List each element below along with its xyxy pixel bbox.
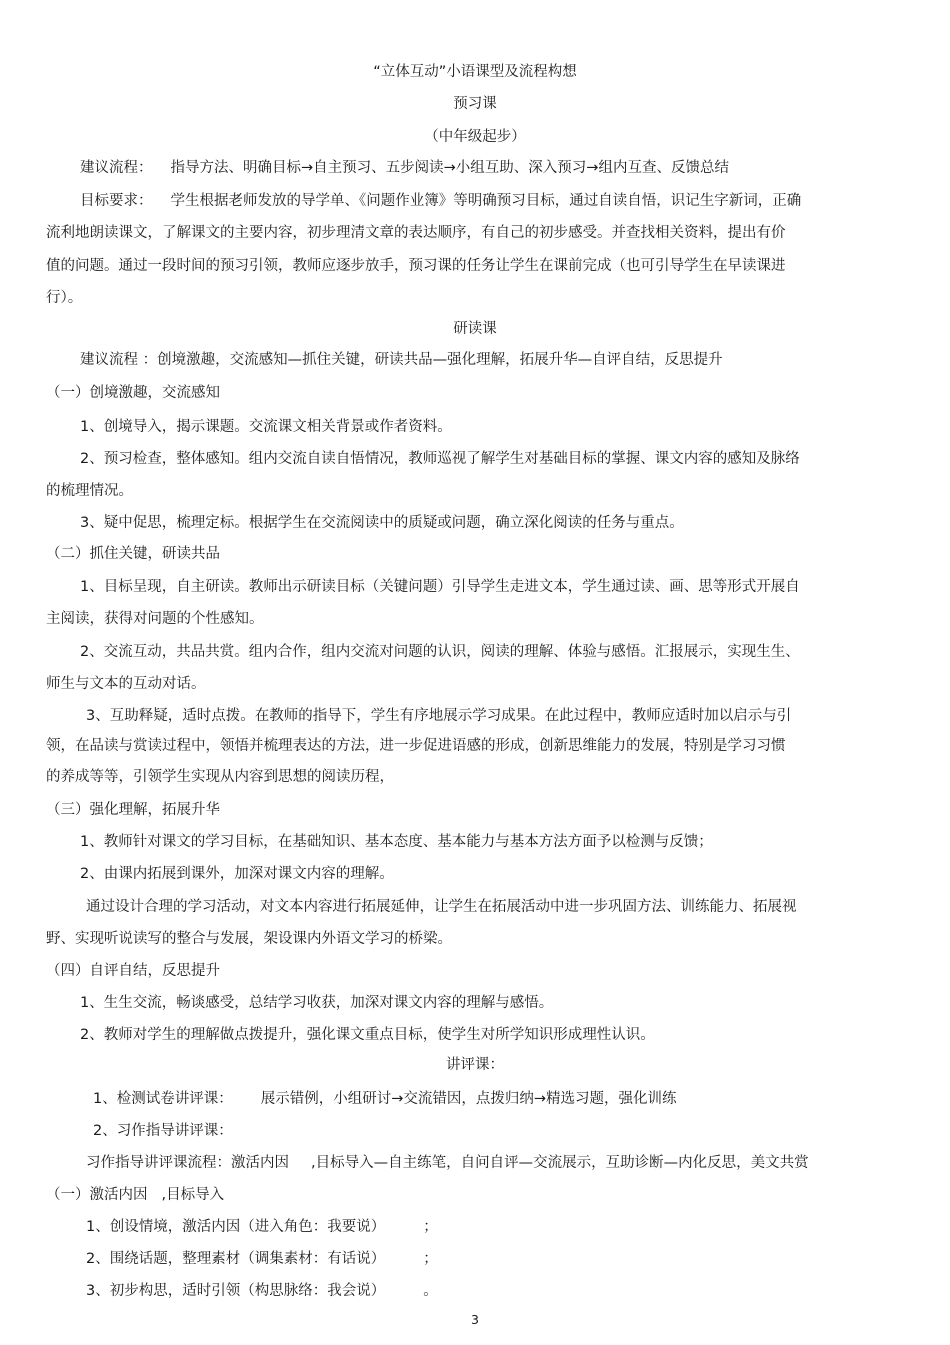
review-item1 <box>93 1090 677 1108</box>
review-s1-item2-end: ； <box>423 1251 438 1267</box>
preview-flow-label: 建议流程： <box>80 160 153 176</box>
study-flow: 建议流程 ：创境激趣，交流感知—抓住关键，研读共品—强化理解，拓展升华—自评自结，反思提升 <box>80 352 723 368</box>
review-s1-item3-text: 3、初步构思，适时引领（构思脉络：我会说） <box>86 1283 386 1299</box>
study-s2-item3-cont1: 领，在品读与赏读过程中，领悟并梳理表达的方法，进一步促进语感的形成，创新思维能力的发展，特别是学习习惯 <box>46 738 786 754</box>
review-flow-text: ,目标导入—自主练笔，自问自评—交流展示，互助诊断—内化反思，美文共赏 <box>311 1155 809 1171</box>
study-section1-title: （一）创境激趣，交流感知 <box>46 385 220 401</box>
study-section2-title: （二）抓住关键，研读共品 <box>46 546 220 562</box>
review-item1-text: 展示错例，小组研讨→交流错因，点拨归纳→精选习题，强化训练 <box>260 1091 677 1107</box>
doc-title: “立体互动”小语课型及流程构想 <box>373 64 577 80</box>
study-s3-item1: 1、教师针对课文的学习目标，在基础知识、基本态度、基本能力与基本方法方面予以检测与反馈； <box>80 834 713 850</box>
review-s1-item3 <box>86 1282 438 1300</box>
review-section1-title-b: ,目标导入 <box>161 1187 225 1203</box>
page-number: 3 <box>471 1312 479 1327</box>
study-s1-item2-cont: 的梳理情况。 <box>46 483 133 499</box>
study-heading: 研读课 <box>453 321 497 337</box>
preview-goal-label: 目标要求： <box>80 193 153 209</box>
study-s2-item3: 3、互助释疑，适时点拨。在教师的指导下，学生有序地展示学习成果。在此过程中，教师应适时加以启示与引 <box>86 708 792 724</box>
study-s1-item3: 3、疑中促思，梳理定标。根据学生在交流阅读中的质疑或问题，确立深化阅读的任务与重点。 <box>80 515 684 531</box>
study-s1-item1: 1、创境导入，揭示课题。交流课文相关背景或作者资料。 <box>80 419 452 435</box>
preview-heading: 预习课 <box>453 96 497 112</box>
review-item2: 2、习作指导讲评课： <box>93 1123 233 1139</box>
study-s4-item2: 2、教师对学生的理解做点拨提升，强化课文重点目标，使学生对所学知识形成理性认识。 <box>80 1027 655 1043</box>
study-s2-item3-cont2: 的养成等等，引领学生实现从内容到思想的阅读历程， <box>46 769 394 785</box>
study-s2-item1: 1、目标呈现，自主研读。教师出示研读目标（关键问题）引导学生走进文本，学生通过读、画、思等形式开展自 <box>80 579 800 595</box>
study-s3-paragraph: 通过设计合理的学习活动，对文本内容进行拓展延伸，让学生在拓展活动中进一步巩固方法、训练能力、拓展视 <box>86 899 797 915</box>
study-s3-paragraph-cont: 野、实现听说读写的整合与发展，架设课内外语文学习的桥梁。 <box>46 931 452 947</box>
study-section3-title: （三）强化理解，拓展升华 <box>46 802 220 818</box>
review-item1-label: 1、检测试卷讲评课： <box>93 1091 233 1107</box>
review-flow <box>86 1154 809 1172</box>
review-heading: 讲评课： <box>446 1057 504 1073</box>
preview-goal-line1 <box>80 192 801 210</box>
review-s1-item2 <box>86 1250 438 1268</box>
study-s1-item2: 2、预习检查，整体感知。组内交流自读自悟情况，教师巡视了解学生对基础目标的掌握、课文内容的感知及脉络 <box>80 451 800 467</box>
review-section1-title-a: （一）激活内因 <box>46 1187 148 1203</box>
review-s1-item1 <box>86 1218 438 1236</box>
review-s1-item1-text: 1、创设情境，激活内因（进入角色：我要说） <box>86 1219 386 1235</box>
review-s1-item2-text: 2、围绕话题，整理素材（调集素材：有话说） <box>86 1251 386 1267</box>
study-section4-title: （四）自评自结，反思提升 <box>46 963 220 979</box>
study-s4-item1: 1、生生交流，畅谈感受，总结学习收获，加深对课文内容的理解与感悟。 <box>80 995 554 1011</box>
preview-goal-line4: 行）。 <box>46 290 83 306</box>
study-s2-item2-cont: 师生与文本的互动对话。 <box>46 676 206 692</box>
review-flow-label: 习作指导讲评课流程：激活内因 <box>86 1155 289 1171</box>
preview-goal-line2: 流利地朗读课文，了解课文的主要内容，初步理清文章的表达顺序，有自己的初步感受。并查找相关资料，提出有价 <box>46 225 786 241</box>
preview-goal-line3: 值的问题。通过一段时间的预习引领，教师应逐步放手，预习课的任务让学生在课前完成（也可引导学生在早读课进 <box>46 258 786 274</box>
study-s3-item2: 2、由课内拓展到课外，加深对课文内容的理解。 <box>80 866 394 882</box>
review-s1-item1-end: ； <box>423 1219 438 1235</box>
preview-goal-text: 学生根据老师发放的导学单、《问题作业簿》等明确预习目标，通过自读自悟，识记生字新词，正确 <box>170 193 802 209</box>
review-s1-item3-end: 。 <box>423 1283 438 1299</box>
study-s2-item2: 2、交流互动，共品共赏。组内合作，组内交流对问题的认识，阅读的理解、体验与感悟。汇报展示，实现生生、 <box>80 644 800 660</box>
review-section1-title <box>46 1186 224 1204</box>
study-s2-item1-cont: 主阅读，获得对问题的个性感知。 <box>46 611 264 627</box>
preview-grade: （中年级起步） <box>424 129 526 145</box>
preview-flow-text: 指导方法、明确目标→自主预习、五步阅读→小组互助、深入预习→组内互查、反馈总结 <box>170 160 729 176</box>
preview-flow <box>80 159 729 177</box>
